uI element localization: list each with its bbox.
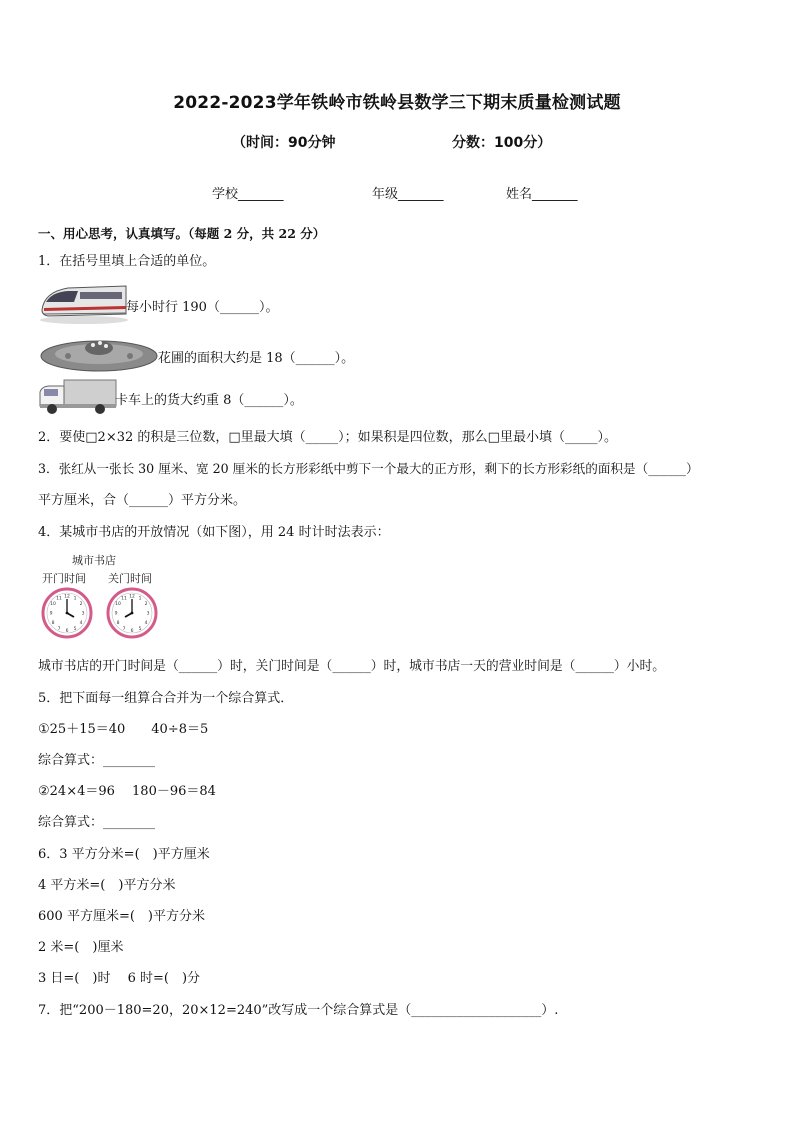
svg-text:4: 4 — [79, 621, 83, 626]
svg-text:3: 3 — [81, 611, 85, 617]
q1-a: 每小时行 190（______）。 — [126, 300, 279, 315]
q3-line1: 3．张红从一张长 30 厘米、宽 20 厘米的长方形彩纸中剪下一个最大的正方形，剩下的长方形彩纸的面积是（______） — [38, 461, 699, 476]
page-title: 2022-2023学年铁岭市铁岭县数学三下期末质量检测试题 — [173, 93, 621, 113]
q4-answer: 城市书店的开门时间是（______）时，关门时间是（______）时，城市书店一天的营业时间是（______）小时。 — [38, 659, 666, 674]
truck-image — [38, 378, 118, 416]
q5-stem: 5．把下面每一组算合合并为一个综合算式． — [38, 691, 294, 706]
q3-line2: 平方厘米，合（______）平方分米。 — [38, 493, 247, 508]
svg-text:3: 3 — [146, 611, 150, 617]
open-clock-icon — [41, 587, 93, 639]
q5-formula1: 综合算式：________ — [38, 753, 156, 768]
exam-time: （时间：90分钟 — [232, 135, 336, 151]
q5-group2: ②24×4＝96 180－96＝84 — [38, 784, 216, 799]
school-field: 学校_______ — [212, 187, 284, 202]
svg-text:9: 9 — [114, 611, 118, 617]
svg-text:10: 10 — [115, 602, 121, 607]
svg-text:12: 12 — [64, 594, 70, 600]
svg-text:11: 11 — [121, 596, 127, 602]
svg-text:1: 1 — [138, 596, 142, 602]
svg-text:6: 6 — [130, 629, 134, 634]
svg-text:7: 7 — [122, 627, 126, 632]
svg-text:11: 11 — [56, 596, 62, 602]
q1-b: 花圃的面积大约是 18（______）。 — [158, 351, 355, 366]
garden-image — [38, 334, 160, 374]
q6-line1: 6．3 平方分米=( )平方厘米 — [38, 847, 210, 862]
q1-stem: 1．在括号里填上合适的单位。 — [38, 254, 216, 269]
svg-text:8: 8 — [116, 621, 120, 626]
q6-line4: 2 米=( )厘米 — [38, 940, 124, 955]
open-label: 开门时间 — [42, 572, 86, 585]
q6-line3: 600 平方厘米=( )平方分米 — [38, 909, 205, 924]
svg-text:7: 7 — [57, 627, 61, 632]
close-label: 关门时间 — [108, 572, 152, 585]
svg-text:1: 1 — [73, 596, 77, 602]
svg-text:8: 8 — [51, 621, 55, 626]
q2-text: 2．要使□2×32 的积是三位数，□里最大填（_____）；如果积是四位数，那么□里最小填（_____）。 — [38, 430, 617, 445]
train-image — [38, 280, 128, 326]
q6-line5: 3 日=( )时 6 时=( )分 — [38, 971, 201, 986]
q5-formula2: 综合算式：________ — [38, 815, 156, 830]
grade-field: 年级_______ — [372, 187, 444, 202]
svg-text:5: 5 — [138, 627, 142, 632]
section-heading: 一、用心思考，认真填写。（每题 2 分，共 22 分） — [38, 226, 326, 241]
svg-text:4: 4 — [144, 621, 148, 626]
q6-line2: 4 平方米=( )平方分米 — [38, 878, 176, 893]
store-label: 城市书店 — [72, 554, 116, 567]
svg-text:2: 2 — [79, 602, 83, 607]
name-field: 姓名_______ — [506, 187, 578, 202]
close-clock-icon — [106, 587, 158, 639]
svg-text:6: 6 — [65, 629, 69, 634]
svg-text:9: 9 — [49, 611, 53, 617]
q5-group1: ①25＋15＝40 40÷8＝5 — [38, 722, 209, 737]
q1-c: 卡车上的货大约重 8（______）。 — [115, 393, 303, 408]
q4-stem: 4．某城市书店的开放情况（如下图），用 24 时计时法表示： — [38, 525, 390, 540]
q7-text: 7．把“200－180=20，20×12=240”改写成一个综合算式是（____________________）. — [38, 1003, 559, 1018]
svg-text:10: 10 — [50, 602, 56, 607]
svg-text:12: 12 — [129, 594, 135, 600]
svg-text:2: 2 — [144, 602, 148, 607]
exam-score: 分数：100分） — [452, 135, 552, 151]
svg-text:5: 5 — [73, 627, 77, 632]
